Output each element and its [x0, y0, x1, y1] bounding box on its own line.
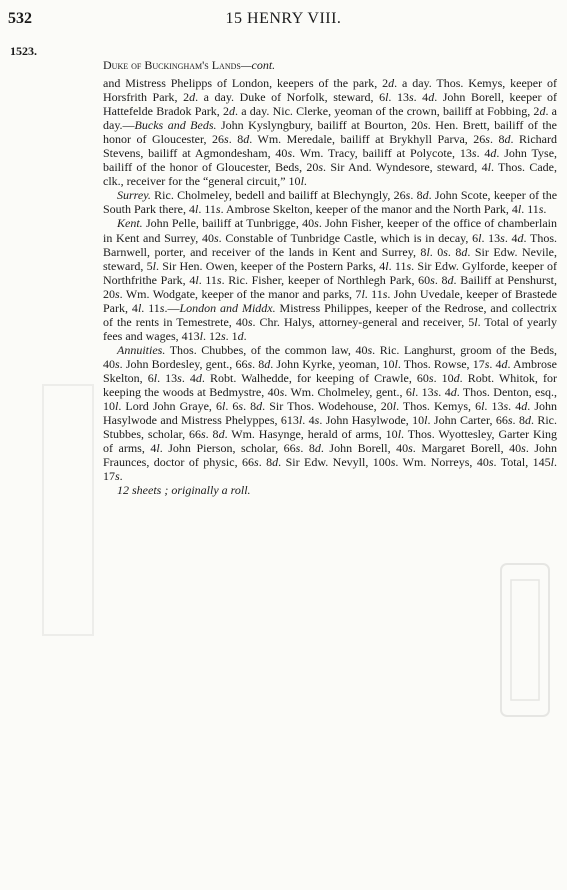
italic-run: l — [298, 413, 303, 428]
text-run: . a day.— — [103, 104, 557, 133]
italic-run: s — [115, 356, 120, 371]
text-run: Mistress Philippes, keeper of the Redrose, and collectrix of the rents in Temestrete, 40 — [103, 300, 557, 329]
text-run: . — [119, 469, 123, 484]
italic-run: l — [478, 230, 482, 245]
text-run: and Mistress Phelipps of London, keepers of the park, 2 — [103, 76, 389, 90]
italic-run: l — [385, 258, 389, 273]
text-run: . Sir Edw. Nevile, steward, 5 — [103, 244, 557, 273]
footnote — [103, 483, 557, 497]
italic-run: l — [199, 328, 203, 343]
text-run: . 4 — [413, 90, 429, 105]
text-run: . Margaret Borell, 40 — [412, 441, 522, 456]
italic-run: d — [524, 413, 531, 428]
text-run: John Pelle, bailiff at Tunbrigge, 40 — [142, 216, 315, 231]
italic-run: l — [153, 370, 158, 385]
italic-run: London and Middx. — [179, 300, 276, 315]
text-run: . 10 — [433, 370, 454, 385]
text-run: . Bailiff at Penshurst, 20 — [103, 272, 558, 301]
section-heading — [103, 58, 275, 73]
italic-run: s — [215, 202, 221, 217]
paragraph-kent — [103, 216, 557, 342]
italic-run: Bucks and Beds. — [134, 118, 217, 133]
italic-run: s — [318, 160, 324, 175]
text-run: John Kyslyngbury, bailiff at Bourton, 20 — [216, 118, 424, 133]
italic-run: l — [361, 286, 365, 301]
italic-run: d — [229, 104, 235, 119]
text-run: . 4 — [489, 356, 502, 371]
text-run: . Thos. Denton, esq., 10 — [103, 385, 558, 414]
text-run: . Thos. Wyottesley, Garter King of arms, 4 — [103, 427, 557, 456]
running-head: 15 HENRY VIII. — [225, 10, 342, 27]
italic-run: s — [254, 455, 259, 470]
italic-run: s — [430, 272, 435, 287]
text-run: . 13 — [484, 399, 504, 414]
text-run: . Wm. Norreys, 40 — [395, 455, 489, 470]
text-run: . Sir Hen. Owen, keeper of the Postern Parks, 4 — [155, 258, 386, 273]
text-run: . 8 — [489, 132, 505, 147]
text-run: . — [543, 202, 547, 217]
italic-run: d — [490, 146, 497, 161]
text-run: . 8 — [300, 441, 315, 456]
text-run: . 11 — [198, 272, 217, 287]
italic-run: s — [443, 244, 448, 259]
italic-run: l — [411, 385, 416, 400]
italic-run: s — [521, 441, 526, 456]
text-run: . 1 — [225, 328, 238, 343]
text-run: . John Tyse, bailiff of the honor of Gloucester, Beds, 20 — [103, 146, 558, 175]
italic-run: d — [501, 356, 508, 371]
italic-run: d — [450, 385, 457, 400]
text-run: . Total of yearly fees and wages, 413 — [103, 314, 557, 343]
text-run: . Thos. Barnwell, porter, and receiver of the lands in Kent and Surrey, 8 — [103, 230, 558, 259]
text-run: . 8 — [410, 188, 423, 203]
italic-run: s — [405, 188, 411, 203]
text-run: . 11 — [364, 286, 383, 301]
italic-run: s — [220, 328, 226, 343]
italic-run: d — [521, 399, 528, 414]
italic-run: s — [224, 132, 229, 147]
text-run: . Ambrose Skelton, 6 — [103, 356, 557, 385]
text-run: . 0 — [429, 244, 444, 259]
text-run: . 6 — [225, 399, 239, 414]
text-run: . 11 — [198, 202, 216, 217]
text-run: . John Scote, keeper of the South Park there, 4 — [103, 188, 558, 217]
italic-run: s — [314, 413, 320, 428]
text-run: . 11 — [521, 202, 539, 217]
text-run: . Ambrose Skelton, keeper of the manor and the North Park, 4 — [220, 202, 518, 217]
italic-run: Surrey. — [117, 188, 151, 203]
italic-run: s — [382, 286, 388, 301]
text-run: . 4 — [508, 399, 522, 414]
text-run: . John Uvedale, keeper of Brastede Park, 4 — [103, 286, 557, 315]
text-run: . 13 — [415, 385, 434, 400]
text-run: . 11 — [388, 258, 407, 273]
italic-run: s — [408, 90, 414, 105]
italic-run: s — [287, 146, 293, 161]
italic-run: s — [177, 370, 182, 385]
page-number: 532 — [8, 10, 32, 27]
italic-run: d — [264, 356, 271, 371]
italic-run: s — [500, 230, 505, 245]
italic-run: l — [115, 399, 119, 414]
italic-run: d — [422, 188, 429, 203]
text-run: . Sir Thos. Wodehouse, 20 — [262, 399, 393, 414]
text-run: . 13 — [388, 90, 409, 105]
italic-run: s — [423, 118, 428, 133]
text-run: . John Kyrke, yeoman, 10 — [270, 356, 395, 371]
text-run: . 8 — [243, 399, 257, 414]
italic-run: d — [272, 455, 279, 470]
text-run: . 8 — [252, 356, 265, 371]
italic-run: s — [314, 216, 319, 231]
paragraph-essex-bucks — [103, 76, 557, 188]
italic-run: s — [484, 356, 490, 371]
text-run: . Sir Edw. Gylforde, keeper of Northfrithe Park, 4 — [103, 258, 557, 287]
text-run: . — [303, 174, 307, 189]
text-run: . 4 — [476, 146, 491, 161]
paragraph-surrey — [103, 188, 557, 216]
italic-run: s — [279, 385, 285, 400]
italic-run: d — [189, 90, 196, 105]
italic-run: d — [461, 244, 468, 259]
italic-run: l — [397, 427, 402, 442]
italic-run: s — [216, 272, 222, 287]
text-run: Thos. Chubbes, of the common law, 40 — [165, 342, 368, 357]
italic-run: l — [474, 314, 478, 329]
italic-run: s — [471, 146, 477, 161]
text-run: . 11 — [141, 300, 160, 315]
italic-run: l — [426, 244, 430, 259]
text-run: . Wm. Wodgate, keeper of the manor and parks, 7 — [119, 286, 362, 301]
italic-run: l — [392, 399, 397, 414]
text-run: . Robt. Whitok, for keeping the woods at Bedmystre, 40 — [103, 370, 557, 400]
text-run: . John Fraunces, doctor of physic, 66 — [103, 441, 558, 470]
italic-run: l — [156, 441, 160, 456]
italic-run: s — [247, 314, 253, 329]
text-run: . Thos. Rowse, 17 — [397, 356, 485, 371]
text-run: . John Hasylwode, 10 — [319, 413, 425, 428]
italic-run: s — [488, 455, 494, 470]
italic-run: s — [159, 300, 165, 315]
italic-run: l — [394, 356, 398, 371]
watermark-logo — [497, 560, 553, 720]
text-run: . Wm. Hasynge, herald of arms, 10 — [224, 427, 398, 442]
text-run: . 4 — [504, 230, 518, 245]
italic-run: l — [481, 399, 485, 414]
italic-run: s — [390, 455, 396, 470]
text-run: . a day. Thos. Kemys, keeper of Horsfrith Park, 2 — [103, 76, 557, 105]
text-run: . 8 — [258, 455, 273, 470]
text-run: . Wm. Meredale, bailiff at Brykhyll Parva, 26 — [249, 132, 486, 147]
text-run: . Ric. Langhurst, groom of the Beds, 40 — [103, 342, 558, 371]
text-run: . 8 — [447, 244, 462, 259]
section-cont: —cont. — [240, 58, 276, 72]
text-run: . 13 — [157, 370, 178, 385]
text-run: . 4 — [438, 385, 451, 400]
text-run: . Thos. Kemys, 6 — [396, 399, 482, 414]
italic-run: s — [428, 370, 434, 385]
paragraph-annuities — [103, 343, 557, 483]
text-run: . 8 — [205, 427, 219, 442]
italic-run: Annuities. — [117, 342, 166, 357]
italic-run: s — [406, 258, 412, 273]
italic-run: s — [295, 441, 301, 456]
text-run: . 4 — [181, 370, 196, 385]
italic-run: s — [238, 399, 244, 414]
italic-run: l — [152, 258, 156, 273]
text-run: . Wm. Cholmeley, gent., 6 — [284, 385, 412, 400]
document-body — [103, 76, 557, 497]
text-run: . Thos. Cade, clk., receiver for the “general circuit,” 10 — [103, 160, 557, 189]
italic-run: d — [504, 132, 511, 147]
text-run: . 8 — [512, 413, 525, 428]
italic-run: d — [539, 104, 546, 119]
text-run: . 12 — [202, 328, 221, 343]
text-run: . a day. Nic. Clerke, yeoman of the crown, bailiff at Fobbing, 2 — [235, 104, 540, 119]
section-title: Duke of Buckingham's Lands — [103, 58, 241, 72]
italic-run: s — [485, 132, 490, 147]
text-run: .— — [164, 300, 180, 315]
text-run: . Hen. Brett, bailiff of the honor of Gloucester, 26 — [103, 118, 558, 147]
text-run: . Ric. Stubbes, scholar, 66 — [103, 413, 558, 442]
text-run: . Total, 145 — [493, 455, 551, 470]
text-run: . John Fisher, keeper of the office of chamberlain in Kent and Surrey, 40 — [103, 216, 557, 245]
italic-run: s — [507, 413, 513, 428]
year-marginal: 1523. — [10, 44, 37, 58]
text-run: . Ric. Fisher, keeper of Northlegh Park, 60 — [221, 272, 431, 287]
italic-run: s — [433, 385, 439, 400]
italic-run: d — [517, 230, 524, 245]
italic-run: l — [221, 399, 226, 414]
text-run: Ric. Cholmeley, bedell and bailiff at Blechyngly, 26 — [150, 188, 406, 203]
watermark-mark — [38, 380, 98, 640]
italic-run: l — [517, 202, 522, 217]
italic-run: l — [137, 300, 142, 315]
text-run: . John Bordesley, gent., 66 — [119, 356, 248, 371]
italic-run: l — [385, 90, 389, 105]
text-run: . 4 — [302, 413, 315, 428]
text-run: . 17 — [103, 455, 557, 484]
italic-run: l — [195, 272, 199, 287]
text-run: . Wm. Tracy, bailiff at Polycote, 13 — [292, 146, 472, 161]
text-run: . John Pierson, scholar, 66 — [159, 441, 296, 456]
text-run: . John Hasylwode and Mistress Phelyppes, 613 — [103, 399, 557, 428]
italic-run: d — [243, 132, 250, 147]
italic-run: Kent. — [117, 216, 143, 231]
italic-run: s — [115, 469, 120, 484]
italic-run: s — [247, 356, 253, 371]
italic-run: d — [428, 90, 435, 105]
italic-run: d — [447, 272, 454, 287]
text-run: . John Borell, keeper of Hattefelde Bradok Park, 2 — [103, 90, 558, 119]
italic-run: d — [195, 370, 202, 385]
text-run: . Lord John Graye, 6 — [118, 399, 222, 414]
text-run: . 13 — [481, 230, 501, 245]
text-run: . Sir Edw. Nevyll, 100 — [278, 455, 391, 470]
text-run: . Constable of Tunbridge Castle, which is in decay, 6 — [218, 230, 479, 245]
italic-run: s — [538, 202, 544, 217]
italic-run: 12 sheets ; originally a roll. — [117, 483, 251, 498]
italic-run: s — [367, 342, 373, 357]
text-run: . — [243, 328, 247, 343]
italic-run: s — [115, 286, 120, 301]
text-run: . Robt. Walhedde, for keeping of Crawle, 60 — [201, 370, 429, 385]
italic-run: l — [424, 413, 428, 428]
italic-run: l — [487, 160, 491, 175]
text-run: . Richard Stevens, bailiff at Agmondesham, 40 — [103, 132, 557, 161]
italic-run: s — [200, 427, 206, 442]
italic-run: d — [218, 427, 225, 442]
italic-run: d — [237, 328, 244, 343]
text-run: . John Borell, 40 — [320, 441, 409, 456]
text-run: . Chr. Halys, attorney-general and receiver, 5 — [252, 314, 475, 329]
italic-run: s — [213, 230, 219, 245]
italic-run: d — [453, 370, 460, 385]
italic-run: s — [503, 399, 509, 414]
italic-run: l — [300, 174, 304, 189]
italic-run: d — [256, 399, 263, 414]
italic-run: s — [408, 441, 413, 456]
italic-run: l — [550, 455, 554, 470]
text-run: . Sir And. Wyndesore, steward, 4 — [323, 160, 488, 175]
text-run: . John Carter, 66 — [427, 413, 508, 428]
italic-run: l — [195, 202, 199, 217]
text-run: . a day. Duke of Norfolk, steward, 6 — [195, 90, 386, 105]
italic-run: d — [314, 441, 321, 456]
text-run: . 8 — [434, 272, 448, 287]
italic-run: d — [388, 76, 395, 90]
text-run: . 8 — [228, 132, 244, 147]
